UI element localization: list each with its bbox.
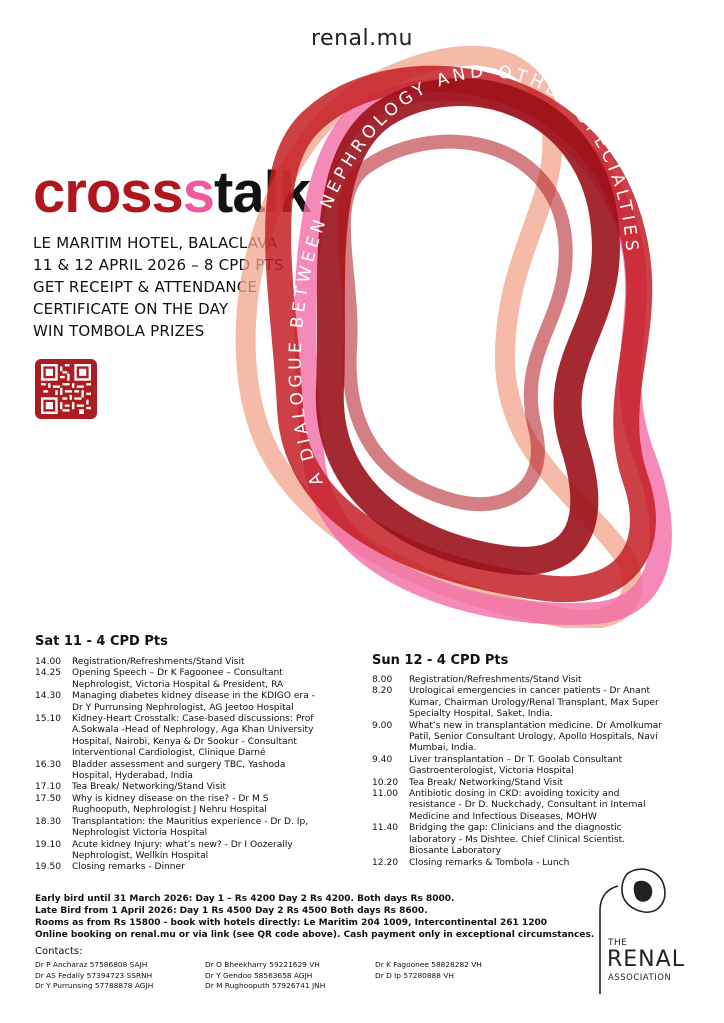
schedule-description	[409, 823, 702, 857]
schedule-time: 17.50	[35, 793, 62, 804]
saturday-schedule	[35, 657, 360, 874]
price-rooms: Rooms as from Rs 15800 - book with hotels directly: Le Maritim 204 1009, Intercontinental 261 1200	[35, 918, 547, 928]
qr-code-icon	[40, 364, 92, 414]
schedule-description	[72, 862, 360, 873]
schedule-description	[72, 691, 360, 714]
contact-item: Dr AS Fedally 57394723 SSRNH	[35, 970, 153, 980]
schedule-time: 19.10	[35, 839, 62, 850]
schedule-line: Registration/Refreshments/Stand Visit	[409, 675, 582, 685]
schedule-line: Dr Y Purrunsing Nephrologist, AG Jeetoo Hospital	[72, 702, 294, 713]
schedule-line: Registration/Refreshments/Stand Visit	[72, 657, 245, 667]
site-url[interactable]: renal.mu	[310, 26, 413, 51]
event-venue: LE MARITIM HOTEL, BALACLAVA	[33, 234, 278, 252]
saturday-row	[35, 817, 360, 840]
schedule-line: Rughooputh, Nephrologist J Nehru Hospital	[72, 805, 267, 816]
saturday-row	[35, 794, 360, 817]
schedule-description	[72, 794, 360, 817]
contact-item: Dr P Ancharaz 57586808 SAJH	[35, 960, 148, 969]
association-word: ASSOCIATION	[608, 972, 672, 982]
contact-item: Dr D Ip 57280888 VH	[375, 970, 454, 980]
schedule-line: Managing diabetes kidney disease in the KDIGO era -	[72, 691, 315, 702]
schedule-line: Hospital, Hyderabad, India	[72, 771, 193, 782]
schedule-line: A.Sokwala -Head of Nephrology, Aga Khan University	[72, 725, 314, 736]
schedule-line: Kidney-Heart Crosstalk: Case-based discussions: Prof	[72, 714, 314, 725]
schedule-time: 14.30	[35, 691, 62, 702]
contacts-col-2	[205, 960, 375, 992]
schedule-line: resistance - Dr D. Nuckchady, Consultant in Internal	[409, 800, 646, 811]
kidney-ribbon-illustration	[205, 28, 695, 628]
sunday-schedule	[372, 675, 702, 869]
schedule-line: laboratory - Ms Dishtee. Chief Clinical Scientist.	[409, 834, 626, 845]
schedule-description	[409, 675, 702, 686]
schedule-time: 8.00	[372, 675, 393, 685]
schedule-description	[72, 782, 360, 793]
contact-item: Dr Y Purrunsing 57788878 AGJH	[35, 981, 154, 990]
schedule-description	[72, 668, 360, 691]
schedule-line: Closing remarks - Dinner	[72, 862, 185, 873]
schedule-time: 12.20	[372, 857, 399, 868]
schedule-line: Bridging the gap: Clinicians and the diagnostic	[409, 823, 622, 834]
qr-code[interactable]	[35, 359, 97, 419]
sunday-row	[372, 823, 702, 857]
sunday-row	[372, 778, 702, 789]
schedule-line: Why is kidney disease on the rise? - Dr M S	[72, 793, 269, 804]
contact-item: Dr M Rughooputh 57926741 JNH	[205, 981, 326, 990]
contact-item: Dr Y Gendoo 58563658 AGJH	[205, 970, 313, 980]
schedule-line: Mumbai, India.	[409, 743, 477, 754]
sunday-row	[372, 755, 702, 778]
ribbon-caption-path: A DIALOGUE BETWEEN NEPHROLOGY AND OTHER SPECIALTIES	[285, 61, 642, 489]
schedule-time: 14.25	[35, 668, 62, 679]
schedule-line: Transplantation: the Mauritius experience - Dr D. Ip,	[72, 816, 309, 827]
schedule-time: 11.40	[372, 823, 399, 834]
schedule-time: 18.30	[35, 816, 62, 827]
price-booking: Online booking on renal.mu or via link (see QR code above). Cash payment only in exceptional circumstances.	[35, 930, 595, 940]
inner-red-ribbon	[344, 142, 566, 505]
schedule-line: Hospital, Nairobi, Kenya & Dr Sookur - Consultant	[72, 736, 297, 747]
contacts-col-1	[35, 960, 205, 992]
schedule-line: Nephrologist, Victoria Hospital & President, RA	[72, 679, 284, 690]
saturday-row	[35, 782, 360, 793]
schedule-description	[72, 840, 360, 863]
schedule-description	[409, 721, 702, 755]
schedule-time: 17.10	[35, 782, 62, 793]
schedule-description	[409, 755, 702, 778]
schedule-time: 19.50	[35, 862, 62, 873]
schedule-time: 8.20	[372, 686, 393, 697]
event-certificate: CERTIFICATE ON THE DAY	[33, 300, 229, 318]
sunday-row	[372, 686, 702, 720]
schedule-line: Medicine and Infectious Diseases, MOHW	[409, 811, 597, 822]
schedule-line: Gastroenterologist, Victoria Hospital	[409, 766, 574, 777]
saturday-row	[35, 840, 360, 863]
schedule-time: 9.40	[372, 754, 393, 765]
schedule-line: Antibiotic dosing in CKD: avoiding toxicity and	[409, 789, 620, 800]
sunday-title: Sun 12 - 4 CPD Pts	[372, 653, 509, 668]
contacts-heading: Contacts:	[35, 946, 83, 957]
saturday-row	[35, 657, 360, 668]
schedule-description	[409, 789, 702, 823]
sunday-row	[372, 675, 702, 686]
logo-part-cross: cross	[33, 160, 183, 225]
schedule-time: 11.00	[372, 789, 399, 800]
contact-item: Dr K Fagoonee 58828282 VH	[375, 960, 482, 969]
schedule-line: Acute kidney Injury: what’s new? - Dr I Oozerally	[72, 839, 293, 850]
schedule-line: Bladder assessment and surgery TBC, Yashoda	[72, 759, 286, 770]
schedule-line: Nephrologist Victoria Hospital	[72, 828, 208, 839]
saturday-row	[35, 862, 360, 873]
schedule-description	[72, 760, 360, 783]
price-early-bird: Early bird until 31 March 2026: Day 1 – Rs 4200 Day 2 Rs 4200. Both days Rs 8000.	[35, 894, 455, 904]
schedule-description	[72, 657, 360, 668]
schedule-time: 15.10	[35, 714, 62, 725]
contact-item: Dr O Bheekharry 59221629 VH	[205, 960, 320, 969]
schedule-line: Tea Break/ Networking/Stand Visit	[409, 777, 564, 788]
schedule-time: 9.00	[372, 720, 393, 731]
event-receipt: GET RECEIPT & ATTENDANCE	[33, 278, 258, 296]
schedule-description	[409, 686, 702, 720]
price-late-bird: Late Bird from 1 April 2026: Day 1 Rs 4500 Day 2 Rs 4500 Both days Rs 8600.	[35, 906, 428, 916]
schedule-time: 14.00	[35, 657, 62, 667]
saturday-title: Sat 11 - 4 CPD Pts	[35, 634, 168, 649]
saturday-row	[35, 760, 360, 783]
logo-part-s: s	[182, 160, 215, 225]
schedule-line: What’s new in transplantation medicine. Dr Amolkumar	[409, 720, 662, 731]
schedule-time: 10.20	[372, 777, 399, 788]
association-renal: RENAL	[607, 947, 685, 972]
saturday-row	[35, 691, 360, 714]
schedule-line: Closing remarks & Tombola - Lunch	[409, 857, 570, 868]
schedule-line: Specialty Hospital, Saket, India.	[409, 709, 553, 720]
schedule-description	[409, 778, 702, 789]
schedule-line: Interventional Cardiologist, Clinique Darné	[72, 748, 266, 759]
saturday-row	[35, 668, 360, 691]
renal-association-logo	[592, 866, 702, 996]
schedule-description	[72, 714, 360, 760]
schedule-line: Urological emergencies in cancer patients - Dr Anant	[409, 686, 651, 697]
schedule-time: 16.30	[35, 759, 62, 770]
association-the: THE	[608, 938, 628, 948]
schedule-line: Opening Speech – Dr K Fagoonee – Consultant	[72, 668, 283, 679]
contacts-col-3	[375, 960, 555, 992]
logo-part-talk: talk	[214, 160, 310, 225]
schedule-line: Tea Break/ Networking/Stand Visit	[72, 782, 227, 793]
sunday-row	[372, 721, 702, 755]
schedule-description	[72, 817, 360, 840]
schedule-line: Biosante Laboratory	[409, 846, 501, 857]
event-tombola: WIN TOMBOLA PRIZES	[33, 322, 205, 340]
schedule-line: Nephrologist, Wellkin Hospital	[72, 850, 209, 861]
saturday-row	[35, 714, 360, 760]
schedule-line: Kumar, Chairman Urology/Renal Transplant, Max Super	[409, 697, 659, 708]
sunday-row	[372, 789, 702, 823]
schedule-line: Patil, Senior Consultant Urology, Apollo Hospitals, Navi	[409, 732, 658, 743]
contacts-list	[35, 960, 555, 992]
schedule-line: Liver transplantation – Dr T. Goolab Consultant	[409, 754, 623, 765]
pricing-info	[35, 893, 595, 941]
event-dates: 11 & 12 APRIL 2026 – 8 CPD PTS	[33, 256, 284, 274]
